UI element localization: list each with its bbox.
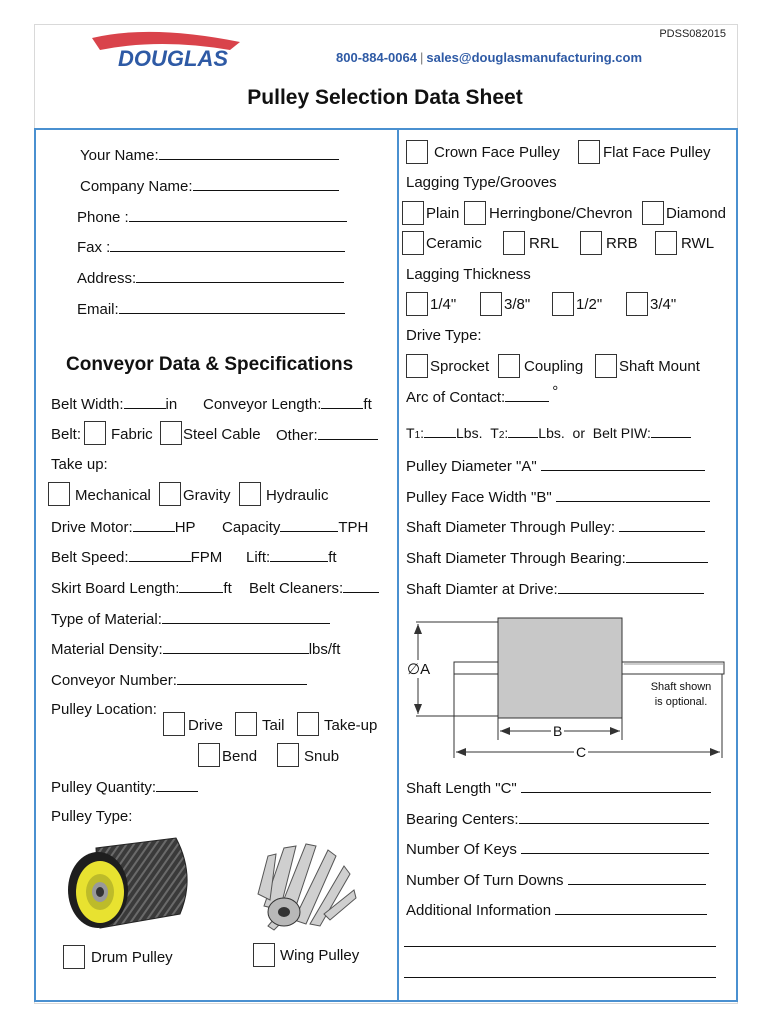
rrb-checkbox[interactable] — [580, 231, 602, 255]
turn-downs-field[interactable]: Number Of Turn Downs — [406, 871, 706, 889]
pulley-location-label: Pulley Location: — [51, 701, 157, 718]
drum-pulley-image — [58, 836, 198, 936]
crown-face-checkbox[interactable] — [406, 140, 428, 164]
shaft-mount-label: Shaft Mount — [619, 358, 700, 375]
rrl-checkbox[interactable] — [503, 231, 525, 255]
conveyor-length-field[interactable]: Conveyor Length: ft — [203, 396, 372, 413]
bearing-centers-field[interactable]: Bearing Centers: — [406, 810, 709, 828]
pulley-diameter-field[interactable]: Pulley Diameter "A" — [406, 457, 705, 475]
drum-pulley-label: Drum Pulley — [91, 949, 173, 966]
phone-number: 800-884-0064 — [336, 50, 417, 65]
arc-of-contact-field[interactable]: Arc of Contact: ° — [406, 383, 559, 406]
contact-separator: | — [419, 50, 424, 65]
column-divider — [397, 128, 399, 1002]
drive-location-checkbox[interactable] — [163, 712, 185, 736]
thickness-three-quarter-checkbox[interactable] — [626, 292, 648, 316]
take-up-location-checkbox[interactable] — [297, 712, 319, 736]
coupling-checkbox[interactable] — [498, 354, 520, 378]
capacity-field[interactable]: Capacity TPH — [222, 519, 369, 536]
lagging-thickness-label: Lagging Thickness — [406, 266, 531, 283]
steel-cable-checkbox[interactable] — [160, 421, 182, 445]
shaft-diameter-pulley-field[interactable]: Shaft Diameter Through Pulley: — [406, 518, 705, 536]
hydraulic-label: Hydraulic — [266, 487, 329, 504]
fabric-checkbox[interactable] — [84, 421, 106, 445]
rrb-label: RRB — [606, 235, 638, 252]
email-address[interactable]: sales@douglasmanufacturing.com — [426, 50, 643, 65]
wing-pulley-label: Wing Pulley — [280, 947, 360, 964]
thickness-half-label: 1/2" — [576, 296, 603, 313]
flat-face-label: Flat Face Pulley — [603, 144, 711, 161]
shaft-diameter-bearing-field[interactable]: Shaft Diameter Through Bearing: — [406, 549, 708, 567]
belt-speed-field[interactable]: Belt Speed: FPM — [51, 549, 223, 566]
belt-tension-field[interactable]: T1: Lbs. T2: Lbs. or Belt PIW: — [406, 424, 691, 441]
email-field[interactable]: Email: — [77, 300, 345, 318]
wing-pulley-image — [244, 836, 374, 936]
shaft-length-field[interactable]: Shaft Length "C" — [406, 779, 711, 797]
ceramic-label: Ceramic — [426, 235, 482, 252]
thickness-half-checkbox[interactable] — [552, 292, 574, 316]
shaft-optional-note: Shaft shown is optional. — [650, 681, 712, 708]
pulley-face-width-field[interactable]: Pulley Face Width "B" — [406, 488, 710, 506]
drive-location-label: Drive — [188, 717, 224, 734]
your-name-field[interactable]: Your Name: — [80, 146, 339, 164]
steel-cable-label: Steel Cable — [183, 426, 261, 443]
snub-location-checkbox[interactable] — [277, 743, 299, 767]
number-of-keys-field[interactable]: Number Of Keys — [406, 840, 709, 858]
shaft-mount-checkbox[interactable] — [595, 354, 617, 378]
contact-line — [336, 50, 642, 65]
plain-checkbox[interactable] — [402, 201, 424, 225]
take-up-location-label: Take-up — [324, 717, 378, 734]
rwl-label: RWL — [681, 235, 715, 252]
dimension-b-marker: B — [553, 723, 563, 739]
thickness-quarter-checkbox[interactable] — [406, 292, 428, 316]
additional-info-field[interactable]: Additional Information — [406, 901, 707, 919]
additional-info-line-1[interactable] — [404, 946, 716, 947]
lagging-type-label: Lagging Type/Grooves — [406, 174, 557, 191]
mechanical-label: Mechanical — [75, 487, 151, 504]
material-density-field[interactable]: Material Density: lbs/ft — [51, 641, 341, 658]
ceramic-checkbox[interactable] — [402, 231, 424, 255]
gravity-label: Gravity — [183, 487, 231, 504]
plain-label: Plain — [426, 205, 460, 222]
conveyor-number-field[interactable]: Conveyor Number: — [51, 671, 307, 689]
wing-pulley-checkbox[interactable] — [253, 943, 275, 967]
coupling-label: Coupling — [524, 358, 584, 375]
dimension-c-marker: C — [576, 744, 587, 760]
thickness-three-eighths-label: 3/8" — [504, 296, 531, 313]
belt-label: Belt: — [51, 426, 82, 443]
tail-location-checkbox[interactable] — [235, 712, 257, 736]
phone-field[interactable]: Phone : — [77, 208, 347, 226]
drive-motor-field[interactable]: Drive Motor: HP — [51, 519, 196, 536]
gravity-checkbox[interactable] — [159, 482, 181, 506]
skirt-board-field[interactable]: Skirt Board Length: ft — [51, 580, 232, 597]
bend-location-checkbox[interactable] — [198, 743, 220, 767]
drum-pulley-checkbox[interactable] — [63, 945, 85, 969]
mechanical-checkbox[interactable] — [48, 482, 70, 506]
snub-location-label: Snub — [304, 748, 340, 765]
material-type-field[interactable]: Type of Material: — [51, 610, 330, 628]
bend-location-label: Bend — [222, 748, 258, 765]
address-field[interactable]: Address: — [77, 269, 344, 287]
diamond-label: Diamond — [666, 205, 727, 222]
conveyor-heading: Conveyor Data & Specifications — [66, 354, 354, 375]
herringbone-checkbox[interactable] — [464, 201, 486, 225]
rwl-checkbox[interactable] — [655, 231, 677, 255]
additional-info-line-2[interactable] — [404, 977, 716, 978]
sprocket-checkbox[interactable] — [406, 354, 428, 378]
fabric-label: Fabric — [111, 426, 153, 443]
sprocket-label: Sprocket — [430, 358, 490, 375]
take-up-label: Take up: — [51, 456, 108, 473]
fax-field[interactable]: Fax : — [77, 238, 345, 256]
diamond-checkbox[interactable] — [642, 201, 664, 225]
thickness-three-eighths-checkbox[interactable] — [480, 292, 502, 316]
herringbone-label: Herringbone/Chevron — [489, 205, 633, 222]
page-title: Pulley Selection Data Sheet — [247, 86, 523, 109]
brand-name: DOUGLAS — [118, 46, 228, 71]
crown-face-label: Crown Face Pulley — [434, 144, 560, 161]
pulley-type-label: Pulley Type: — [51, 808, 133, 825]
lift-field[interactable]: Lift: ft — [246, 549, 337, 566]
company-name-field[interactable]: Company Name: — [80, 177, 339, 195]
other-field[interactable]: Other: — [276, 426, 378, 444]
rrl-label: RRL — [529, 235, 560, 252]
thickness-three-quarter-label: 3/4" — [650, 296, 677, 313]
belt-cleaners-field[interactable]: Belt Cleaners: — [249, 579, 379, 597]
thickness-quarter-label: 1/4" — [430, 296, 457, 313]
belt-width-field[interactable]: Belt Width: in — [51, 396, 178, 413]
document-code: PDSS082015 — [659, 28, 726, 40]
drive-type-label: Drive Type: — [406, 327, 482, 344]
diameter-a-marker: ∅A — [407, 661, 431, 678]
flat-face-checkbox[interactable] — [578, 140, 600, 164]
hydraulic-checkbox[interactable] — [239, 482, 261, 506]
douglas-logo — [90, 28, 270, 72]
shaft-diameter-drive-field[interactable]: Shaft Diamter at Drive: — [406, 580, 704, 598]
pulley-quantity-field[interactable]: Pulley Quantity: — [51, 778, 198, 796]
tail-location-label: Tail — [262, 717, 285, 734]
